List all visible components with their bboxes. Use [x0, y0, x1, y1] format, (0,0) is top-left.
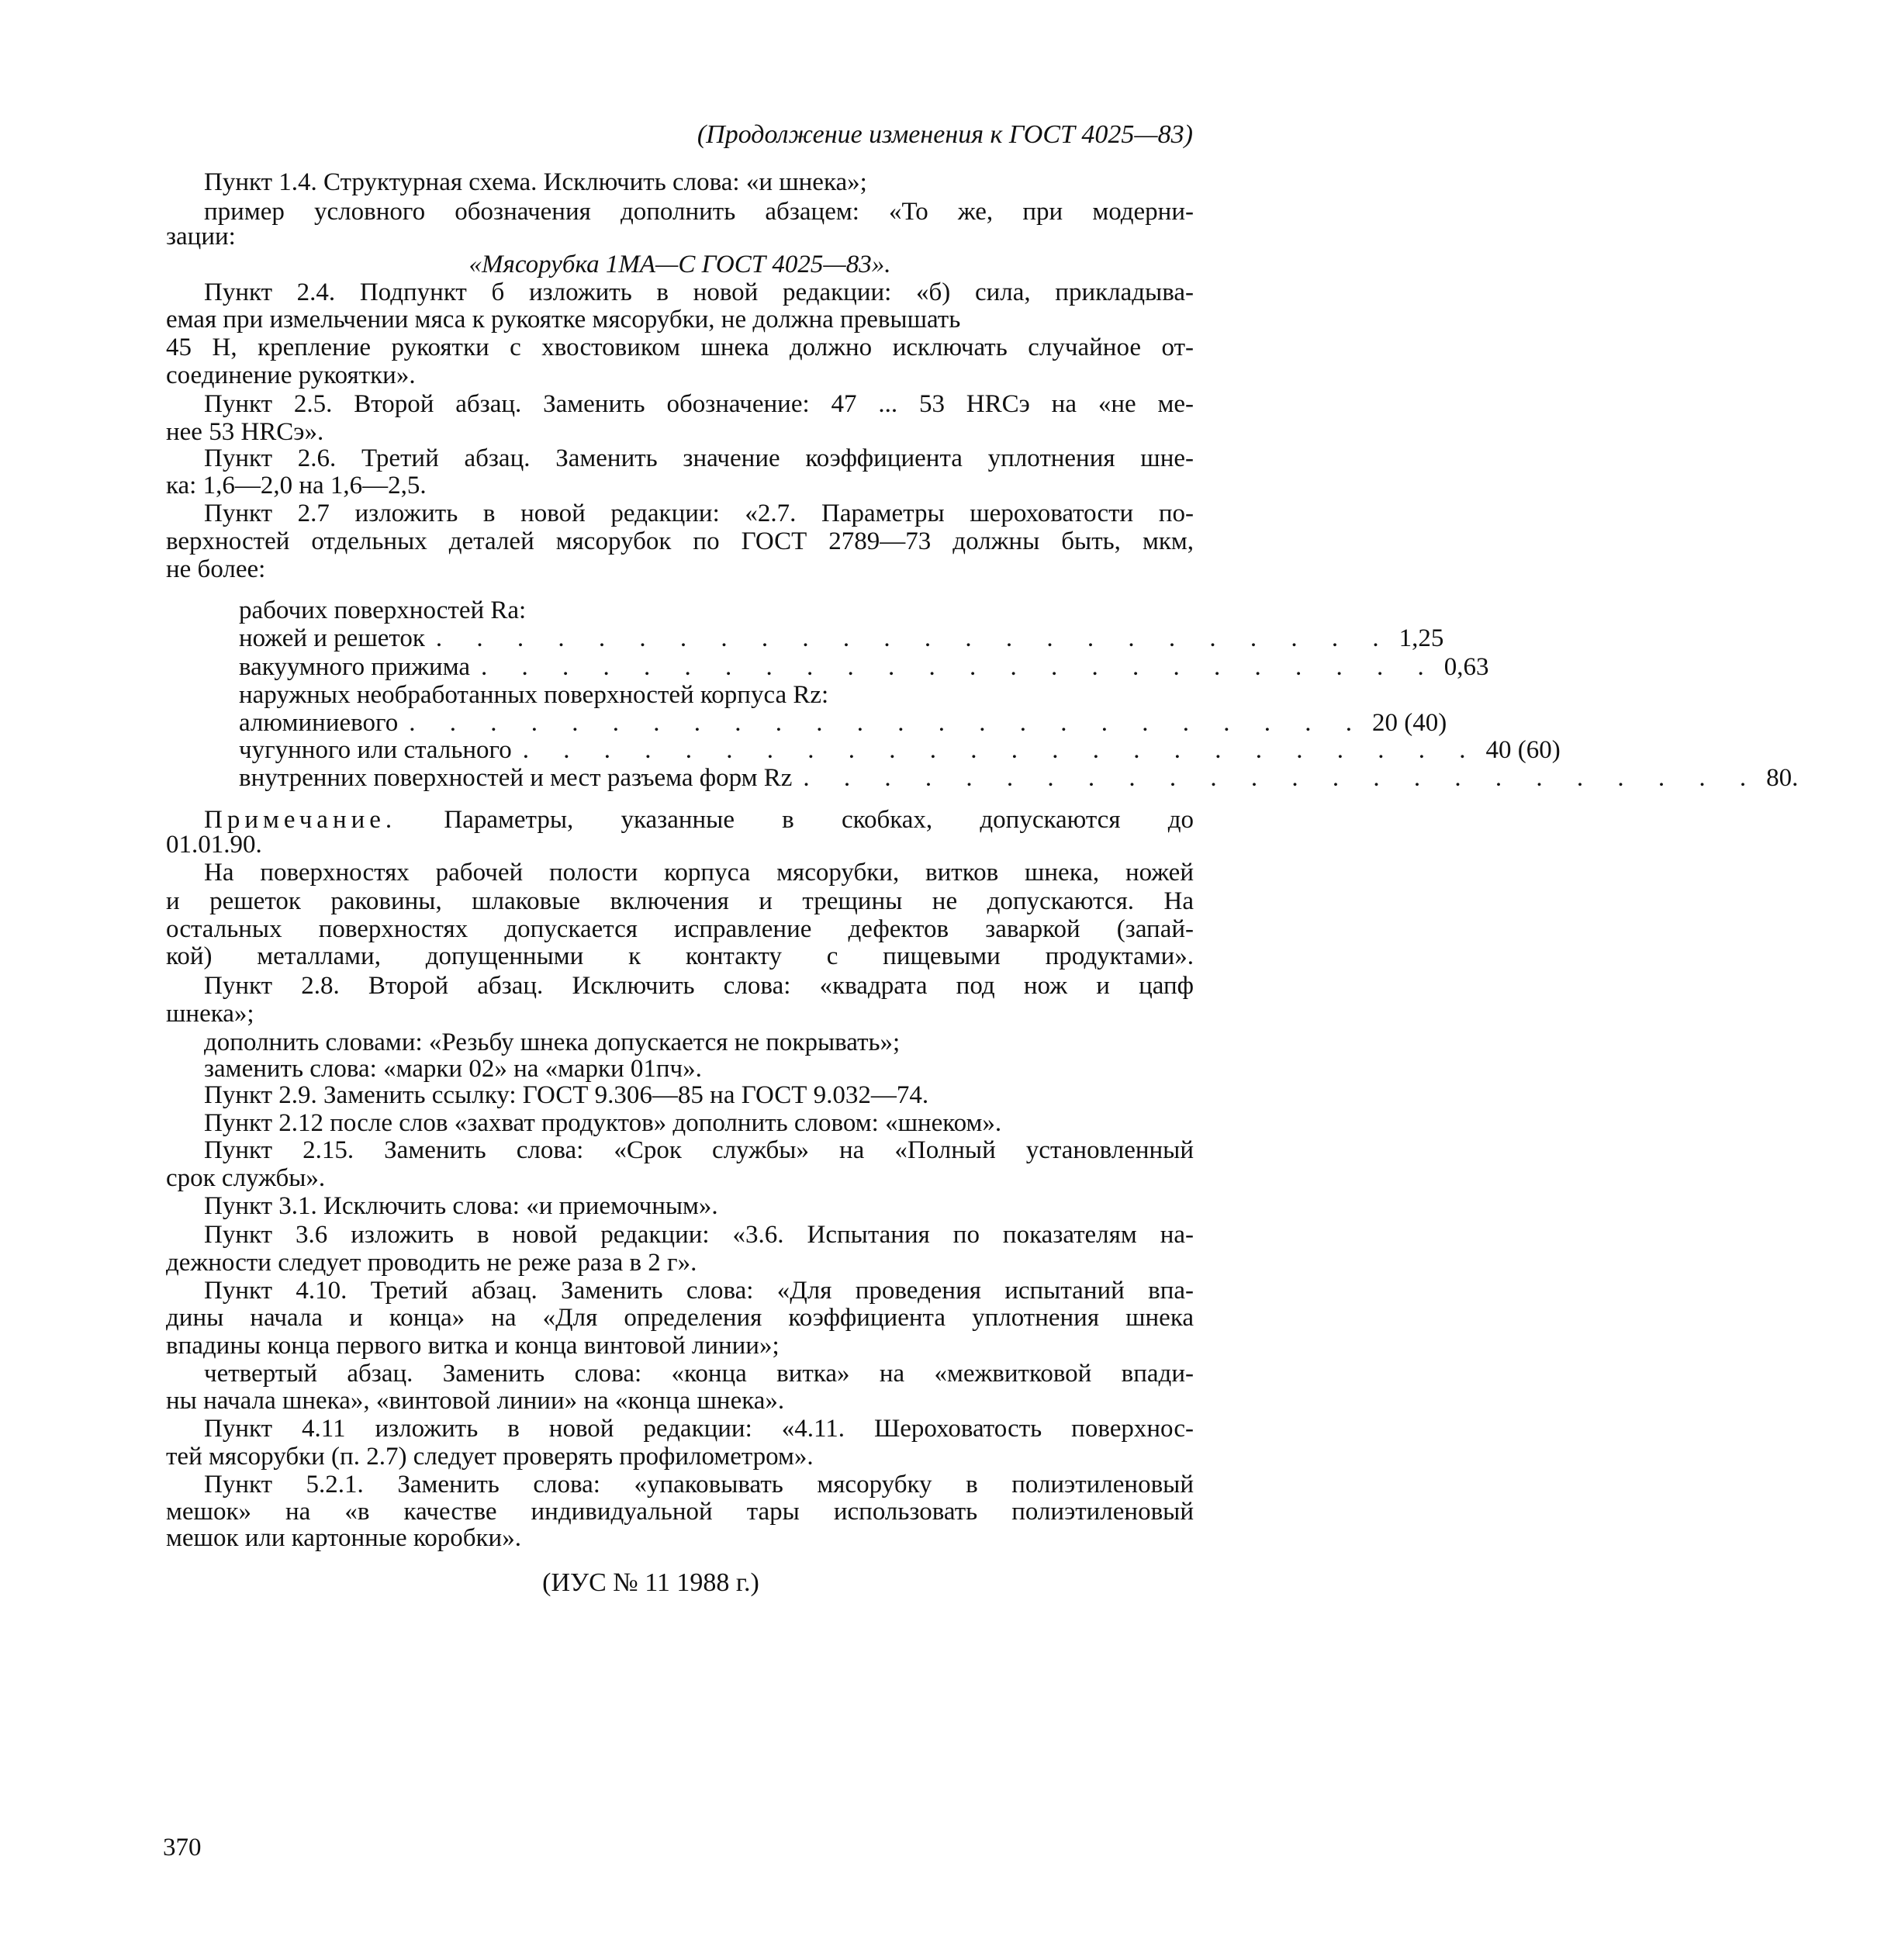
text-line: Пункт 4.10. Третий абзац. Заменить слова: «Для проведения испытаний впа-: [204, 1277, 1194, 1305]
text-line: Пункт 2.7 изложить в новой редакции: «2.7. Параметры шероховатости по-: [204, 500, 1194, 527]
text-line: четвертый абзац. Заменить слова: «конца витка» на «межвитковой впади-: [204, 1360, 1194, 1388]
text-line: мешок или картонные коробки».: [166, 1524, 521, 1552]
text-line: ны начала шнека», «винтовой линии» на «конца шнека».: [166, 1387, 785, 1415]
text-line: 45 Н, крепление рукоятки с хвостовиком шнека должно исключать случайное от-: [166, 334, 1194, 361]
text-line: Пункт 4.11 изложить в новой редакции: «4.11. Шероховатость поверхнос-: [204, 1415, 1194, 1443]
text-line: срок службы».: [166, 1164, 326, 1192]
note-label: Примечание.: [204, 806, 397, 834]
text-line: Пункт 1.4. Структурная схема. Исключить слова: «и шнека»;: [204, 168, 867, 196]
text-line: Пункт 2.6. Третий абзац. Заменить значение коэффициента уплотнения шне-: [204, 444, 1194, 472]
table-row: [239, 680, 1077, 710]
text-line: тей мясорубки (п. 2.7) следует проверять профилометром».: [166, 1443, 814, 1471]
text-line: дины начала и конца» на «Для определения коэффициента уплотнения шнека: [166, 1304, 1194, 1332]
text-line: пример условного обозначения дополнить абзацем: «То же, при модерни-: [204, 198, 1194, 226]
text-line: зации:: [166, 223, 236, 251]
table-row: [239, 763, 1799, 793]
source-note: (ИУС № 11 1988 г.): [542, 1568, 759, 1597]
page-number: 370: [163, 1834, 202, 1861]
dot-leader: . . . . . . . . . . . . . . . . . . . . . . . .: [435, 624, 1393, 652]
row-value: 20 (40): [1371, 709, 1447, 737]
text-line: заменить слова: «марки 02» на «марки 01пч».: [204, 1055, 702, 1083]
row-label: рабочих поверхностей Ra:: [239, 596, 527, 624]
row-value: 80.: [1766, 764, 1799, 792]
text-line: верхностей отдельных деталей мясорубок по ГОСТ 2789—73 должны быть, мкм,: [166, 527, 1194, 555]
text-line: соединение рукоятки».: [166, 361, 416, 389]
text-line: кой) металлами, допущенными к контакту с пищевыми продуктами».: [166, 942, 1194, 970]
text-line: емая при измельчении мяса к рукоятке мясорубки, не должна превышать: [166, 306, 961, 334]
text-line: Пункт 2.4. Подпункт б изложить в новой редакции: «б) сила, прикладыва-: [204, 278, 1194, 306]
text-line: Пункт 2.12 после слов «захват продуктов» дополнить словом: «шнеком».: [204, 1109, 1002, 1137]
row-value: 0,63: [1443, 653, 1489, 681]
row-value: 40 (60): [1485, 736, 1561, 764]
text-line: На поверхностях рабочей полости корпуса мясорубки, витков шнека, ножей: [204, 859, 1194, 887]
text-line: Пункт 2.5. Второй абзац. Заменить обозначение: 47 ... 53 HRCэ на «не ме-: [204, 390, 1194, 418]
text-line: шнека»;: [166, 1000, 254, 1028]
text-line: мешок» на «в качестве индивидуальной тары использовать полиэтиленовый: [166, 1498, 1194, 1526]
text-line: и решеток раковины, шлаковые включения и трещины не допускаются. На: [166, 887, 1194, 915]
dot-leader: . . . . . . . . . . . . . . . . . . . . . . . .: [409, 709, 1366, 737]
dot-leader: . . . . . . . . . . . . . . . . . . . . . . . .: [481, 653, 1438, 681]
text-line: Пункт 2.15. Заменить слова: «Срок службы» на «Полный установленный: [204, 1136, 1194, 1164]
table-row: [239, 652, 1489, 682]
row-label: вакуумного прижима: [239, 653, 471, 681]
row-label: внутренних поверхностей и мест разъема форм Rz: [239, 764, 793, 792]
row-value: 1,25: [1398, 624, 1444, 652]
row-label: ножей и решеток: [239, 624, 425, 652]
text-line: Пункт 5.2.1. Заменить слова: «упаковывать мясорубку в полиэтиленовый: [204, 1471, 1194, 1499]
text-line: Пункт 2.9. Заменить ссылку: ГОСТ 9.306—85 на ГОСТ 9.032—74.: [204, 1081, 929, 1109]
row-label: наружных необработанных поверхностей корпуса Rz:: [239, 681, 829, 709]
text-line: впадины конца первого витка и конца винтовой линии»;: [166, 1332, 780, 1360]
dot-leader: . . . . . . . . . . . . . . . . . . . . . . . .: [803, 764, 1761, 792]
text-line: Пункт 2.8. Второй абзац. Исключить слова: «квадрата под нож и цапф: [204, 972, 1194, 1000]
designation-example: «Мясорубка 1МА—С ГОСТ 4025—83».: [468, 251, 891, 278]
text-line: остальных поверхностях допускается исправление дефектов заваркой (запай-: [166, 915, 1194, 943]
table-row: [239, 708, 1447, 738]
text-line: нее 53 HRCэ».: [166, 418, 324, 446]
text-line: 01.01.90.: [166, 831, 262, 859]
dot-leader: . . . . . . . . . . . . . . . . . . . . . . . .: [522, 736, 1480, 764]
row-label: чугунного или стального: [239, 736, 512, 764]
table-row: [239, 735, 1561, 765]
text-line: не более:: [166, 555, 266, 583]
text-line: Пункт 3.1. Исключить слова: «и приемочным».: [204, 1192, 718, 1220]
table-row: [239, 624, 1444, 653]
text-line: Пункт 3.6 изложить в новой редакции: «3.6. Испытания по показателям на-: [204, 1221, 1194, 1249]
text-line: дежности следует проводить не реже раза в 2 г».: [166, 1249, 697, 1277]
text-line: дополнить словами: «Резьбу шнека допускается не покрывать»;: [204, 1028, 901, 1056]
row-label: алюминиевого: [239, 709, 399, 737]
running-header: (Продолжение изменения к ГОСТ 4025—83): [697, 120, 1193, 149]
text-line: ка: 1,6—2,0 на 1,6—2,5.: [166, 472, 427, 500]
note-text: Параметры, указанные в скобках, допускаются до: [444, 806, 1194, 834]
table-row: [239, 596, 1077, 625]
